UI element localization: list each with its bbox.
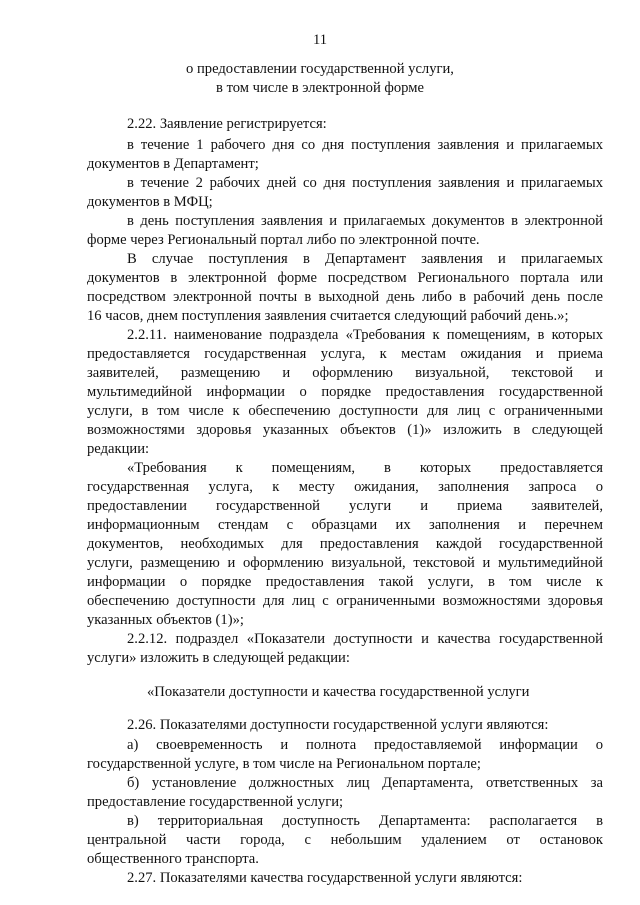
section-title: «Показатели доступности и качества государственной услуги xyxy=(147,684,530,700)
paragraph-line: 2.2.12. подраздел «Показатели доступности и качества государственной xyxy=(127,631,603,647)
paragraph-line: форме через Региональный портал либо по электронной почте. xyxy=(87,232,480,248)
paragraph-line: в день поступления заявления и прилагаемых документов в электронной xyxy=(127,213,603,229)
paragraph-line: документов в Департамент; xyxy=(87,156,259,172)
paragraph-line: заявителей, размещению и оформлению визуальной, текстовой и xyxy=(87,365,603,381)
paragraph-line: б) установление должностных лиц Департамента, ответственных за xyxy=(127,775,603,791)
paragraph-line: 2.27. Показателями качества государственной услуги являются: xyxy=(127,870,523,886)
paragraph-line: редакции: xyxy=(87,441,150,457)
paragraph-line: 2.2.11. наименование подраздела «Требования к помещениям, в которых xyxy=(127,327,603,343)
paragraph-line: а) своевременность и полнота предоставляемой информации о xyxy=(127,737,603,753)
paragraph-line: услуги» изложить в следующей редакции: xyxy=(87,650,350,666)
paragraph-line: возможностями здоровья указанных объектов (1)» изложить в следующей xyxy=(87,422,603,438)
heading-line-2: в том числе в электронной форме xyxy=(216,80,424,96)
paragraph-line: 2.26. Показателями доступности государственной услуги являются: xyxy=(127,717,549,733)
quote-line: услуги, размещению и оформлению визуальной, текстовой и мультимедийной xyxy=(87,555,603,571)
paragraph-line: 16 часов, днем поступления заявления считается следующий рабочий день.»; xyxy=(87,308,569,324)
quote-line: информации о порядке предоставления такой услуги, в том числе к xyxy=(87,574,603,590)
page-number: 11 xyxy=(312,32,328,48)
paragraph-line: государственной услуге, в том числе на Региональном портале; xyxy=(87,756,481,772)
paragraph-line: документов в электронной форме посредством Регионального портала или xyxy=(87,270,603,286)
paragraph-line: предоставляется государственная услуга, к местам ожидания и приема xyxy=(87,346,603,362)
paragraph-line: в течение 2 рабочих дней со дня поступления заявления и прилагаемых xyxy=(127,175,603,191)
paragraph-line: мультимедийной информации о порядке предоставления государственной xyxy=(87,384,603,400)
quote-line: государственная услуга, к месту ожидания, заполнения запроса о xyxy=(87,479,603,495)
quote-line: указанных объектов (1)»; xyxy=(87,612,244,628)
paragraph-line: В случае поступления в Департамент заявления и прилагаемых xyxy=(127,251,603,267)
paragraph-line: услуги, в том числе к обеспечению доступности для лиц с ограниченными xyxy=(87,403,603,419)
paragraph-line: предоставление государственной услуги; xyxy=(87,794,344,810)
paragraph-line: документов в МФЦ; xyxy=(87,194,213,210)
paragraph-line: общественного транспорта. xyxy=(87,851,259,867)
paragraph-line: в течение 1 рабочего дня со дня поступления заявления и прилагаемых xyxy=(127,137,603,153)
paragraph-line: центральной части города, с небольшим удалением от остановок xyxy=(87,832,603,848)
quote-line: предоставлении государственной услуги и приема заявителей, xyxy=(87,498,603,514)
paragraph-line: 2.22. Заявление регистрируется: xyxy=(127,116,327,132)
paragraph-line: посредством электронной почты в выходной день либо в рабочий день после xyxy=(87,289,603,305)
quote-line: информационным стендам с образцами их заполнения и перечнем xyxy=(87,517,603,533)
quote-line: документов, необходимых для предоставления каждой государственной xyxy=(87,536,603,552)
quote-line: «Требования к помещениям, в которых предоставляется xyxy=(127,460,603,476)
quote-line: обеспечению доступности для лиц с ограниченными возможностями здоровья xyxy=(87,593,603,609)
heading-line-1: о предоставлении государственной услуги, xyxy=(186,61,454,77)
paragraph-line: в) территориальная доступность Департамента: располагается в xyxy=(127,813,603,829)
